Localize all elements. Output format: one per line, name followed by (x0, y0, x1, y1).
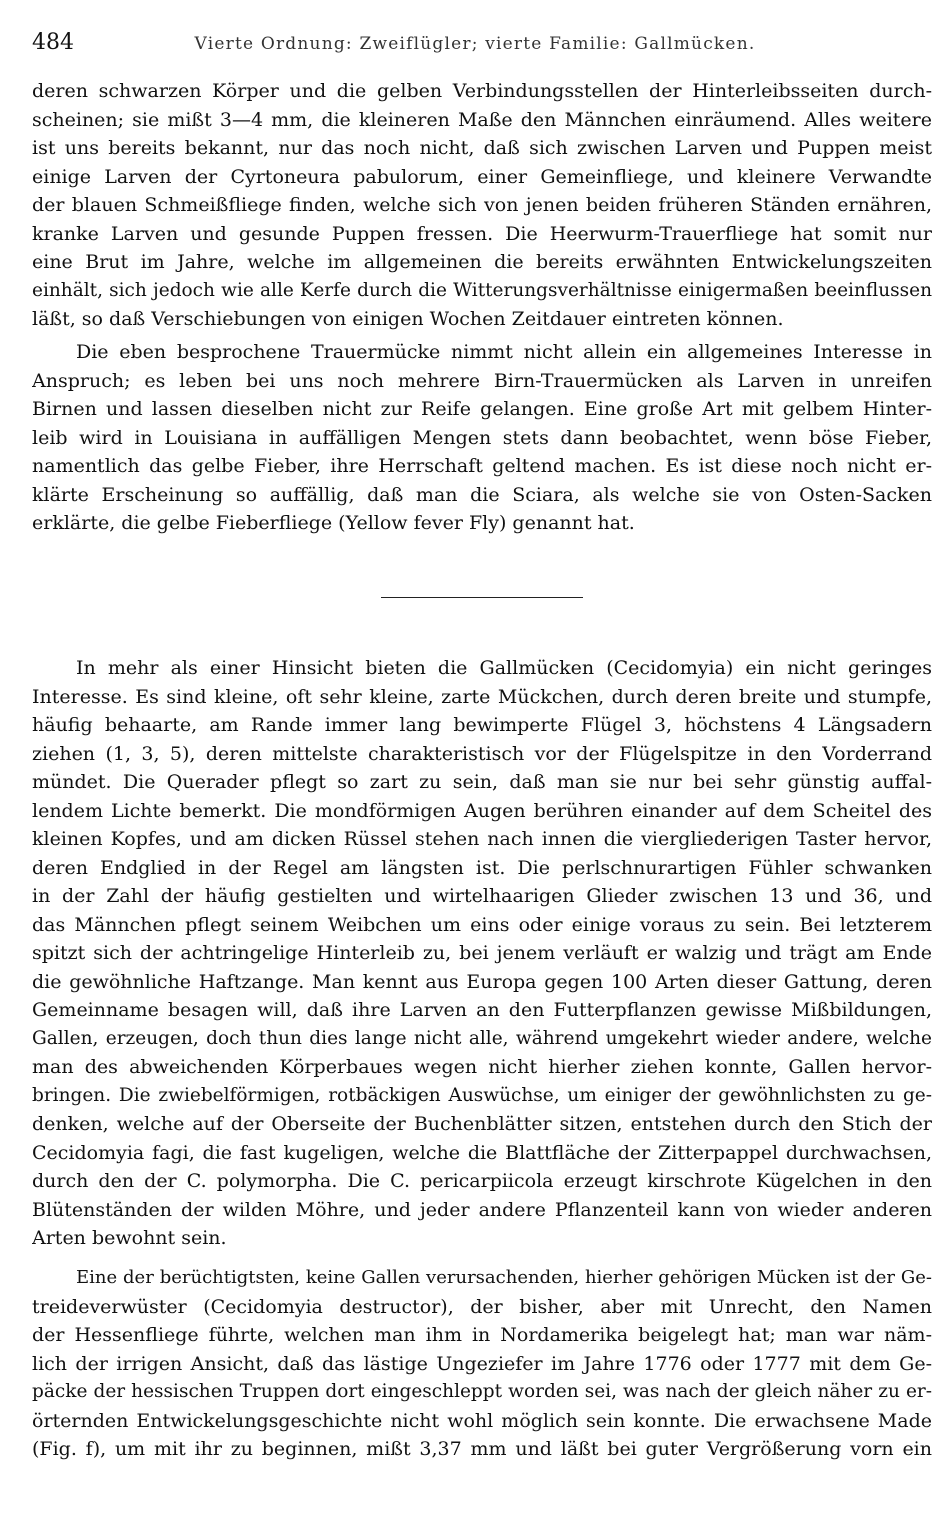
text-line: (Fig. f), um mit ihr zu beginnen, mißt 3,37 mm und läßt bei guter Vergrößerung vorn ein (32, 1438, 932, 1460)
text-line: man des abweichenden Körperbaues wegen nicht hierher ziehen konnte, Gallen hervor- (32, 1056, 932, 1078)
text-line: kleinen Kopfes, und am dicken Rüssel stehen nach innen die viergliederigen Taster hervor, (32, 828, 932, 850)
text-line: Cecidomyia fagi, die fast kugeligen, welche die Blattfläche der Zitterpappel durchwachsen, (32, 1141, 932, 1164)
text-line: Anspruch; es leben bei uns noch mehrere Birn-Trauermücken als Larven in unreifen (32, 369, 932, 392)
page-number: 484 (32, 30, 74, 55)
text-line: ziehen (1, 3, 5), deren mittelste charakteristisch vor der Flügelspitze in den Vorderrand (32, 742, 932, 765)
text-line: erklärte, die gelbe Fieberfliege (Yellow fever Fly) genannt hat. (32, 512, 635, 534)
text-line: die gewöhnliche Haftzange. Man kennt aus Europa gegen 100 Arten dieser Gattung, deren (32, 970, 932, 993)
text-line: einhält, sich jedoch wie alle Kerfe durch die Witterungsverhältnisse einigermaßen beeinflussen (32, 279, 932, 301)
text-line: kranke Larven und gesunde Puppen fressen. Die Heerwurm-Trauerfliege hat somit nur (32, 222, 932, 245)
text-line: lich der irrigen Ansicht, daß das lästige Ungeziefer im Jahre 1776 oder 1777 mit dem Ge- (32, 1352, 932, 1375)
page-header (32, 30, 918, 60)
text-line: der blauen Schmeißfliege finden, welche sich von jenen beiden früheren Ständen ernähren, (32, 194, 932, 216)
text-line: Gemeinname besagen will, daß ihre Larven an den Futterpflanzen gewisse Mißbildungen, (32, 999, 932, 1021)
text-line: scheinen; sie mißt 3—4 mm, die kleineren Maße den Männchen einräumend. Alles weitere (32, 108, 932, 131)
text-line: klärte Erscheinung so auffällig, daß man die Sciara, als welche sie von Osten-Sacken (32, 483, 932, 506)
text-line: denken, welche auf der Oberseite der Buchenblätter sitzen, entstehen durch den Stich der (32, 1113, 932, 1135)
text-line: einige Larven der Cyrtoneura pabulorum, einer Gemeinfliege, und kleinere Verwandte (32, 165, 932, 188)
text-line: spitzt sich der achtringelige Hinterleib zu, bei jenem verläuft er walzig und trägt am Ende (32, 942, 932, 964)
text-line: namentlich das gelbe Fieber, ihre Herrschaft geltend machen. Es ist diese noch nicht er- (32, 455, 932, 477)
text-line: der Hessenfliege führte, welchen man ihm in Nordamerika beigelegt hat; man war näm- (32, 1324, 932, 1346)
running-head: Vierte Ordnung: Zweiflügler; vierte Familie: Gallmücken. (194, 34, 756, 54)
text-line: lendem Lichte bemerkt. Die mondförmigen Augen berühren einander auf dem Scheitel des (32, 799, 932, 822)
paragraph-3 (32, 654, 932, 1253)
text-line: Blütenständen der wilden Möhre, und jeder andere Pflanzenteil kann von wieder anderen (32, 1198, 932, 1221)
text-line: Birnen und lassen dieselben nicht zur Reife gelangen. Eine große Art mit gelbem Hinter- (32, 398, 932, 420)
text-line: Die eben besprochene Trauermücke nimmt nicht allein ein allgemeines Interesse in (76, 341, 932, 363)
text-line: häufig behaarte, am Rande immer lang bewimperte Flügel 3, höchstens 4 Längsadern (32, 714, 932, 736)
text-line: bringen. Die zwiebelförmigen, rotbäckigen Auswüchse, um einiger der gewöhnlichsten zu ge- (32, 1084, 932, 1106)
text-line: örternden Entwickelungsgeschichte nicht wohl möglich sein konnte. Die erwachsene Made (32, 1409, 932, 1432)
text-line: Gallen, erzeugen, doch thun dies lange nicht alle, während umgekehrt wieder andere, welche (32, 1027, 932, 1049)
text-line: läßt, so daß Verschiebungen von einigen Wochen Zeitdauer eintreten können. (32, 308, 784, 330)
section-separator (381, 597, 583, 598)
text-line: deren schwarzen Körper und die gelben Verbindungsstellen der Hinterleibsseiten durch- (32, 80, 932, 102)
paragraph-4 (32, 1264, 932, 1464)
paragraph-1 (32, 77, 932, 334)
text-line: päcke der hessischen Truppen dort eingeschleppt worden sei, was nach der gleich näher zu er- (32, 1381, 932, 1402)
text-line: mündet. Die Querader pflegt so zart zu sein, daß man sie nur bei sehr günstig auffal- (32, 771, 932, 793)
text-line: treideverwüster (Cecidomyia destructor), der bisher, aber mit Unrecht, den Namen (32, 1295, 932, 1318)
text-line: Eine der berüchtigtsten, keine Gallen verursachenden, hierher gehörigen Mücken ist der Ge- (76, 1267, 932, 1288)
text-line: eine Brut im Jahre, welche im allgemeinen die bereits erwähnten Entwickelungszeiten (32, 251, 932, 273)
paragraph-2 (32, 338, 932, 538)
text-line: das Männchen pflegt seinem Weibchen um eins oder einige voraus zu sein. Bei letzterem (32, 913, 932, 936)
text-line: Interesse. Es sind kleine, oft sehr kleine, zarte Mückchen, durch deren breite und stumpfe, (32, 685, 932, 708)
text-line: leib wird in Louisiana in auffälligen Mengen stets dann beobachtet, wenn böse Fieber, (32, 426, 932, 449)
text-line: Arten bewohnt sein. (32, 1227, 227, 1249)
text-line: in der Zahl der häufig gestielten und wirtelhaarigen Glieder zwischen 13 und 36, und (32, 885, 932, 907)
text-line: deren Endglied in der Regel am längsten ist. Die perlschnurartigen Fühler schwanken (32, 856, 932, 879)
text-line: In mehr als einer Hinsicht bieten die Gallmücken (Cecidomyia) ein nicht geringes (76, 657, 932, 679)
text-line: ist uns bereits bekannt, nur das noch nicht, daß sich zwischen Larven und Puppen meist (32, 137, 932, 159)
text-line: durch den der C. polymorpha. Die C. pericarpiicola erzeugt kirschrote Kügelchen in den (32, 1170, 932, 1192)
